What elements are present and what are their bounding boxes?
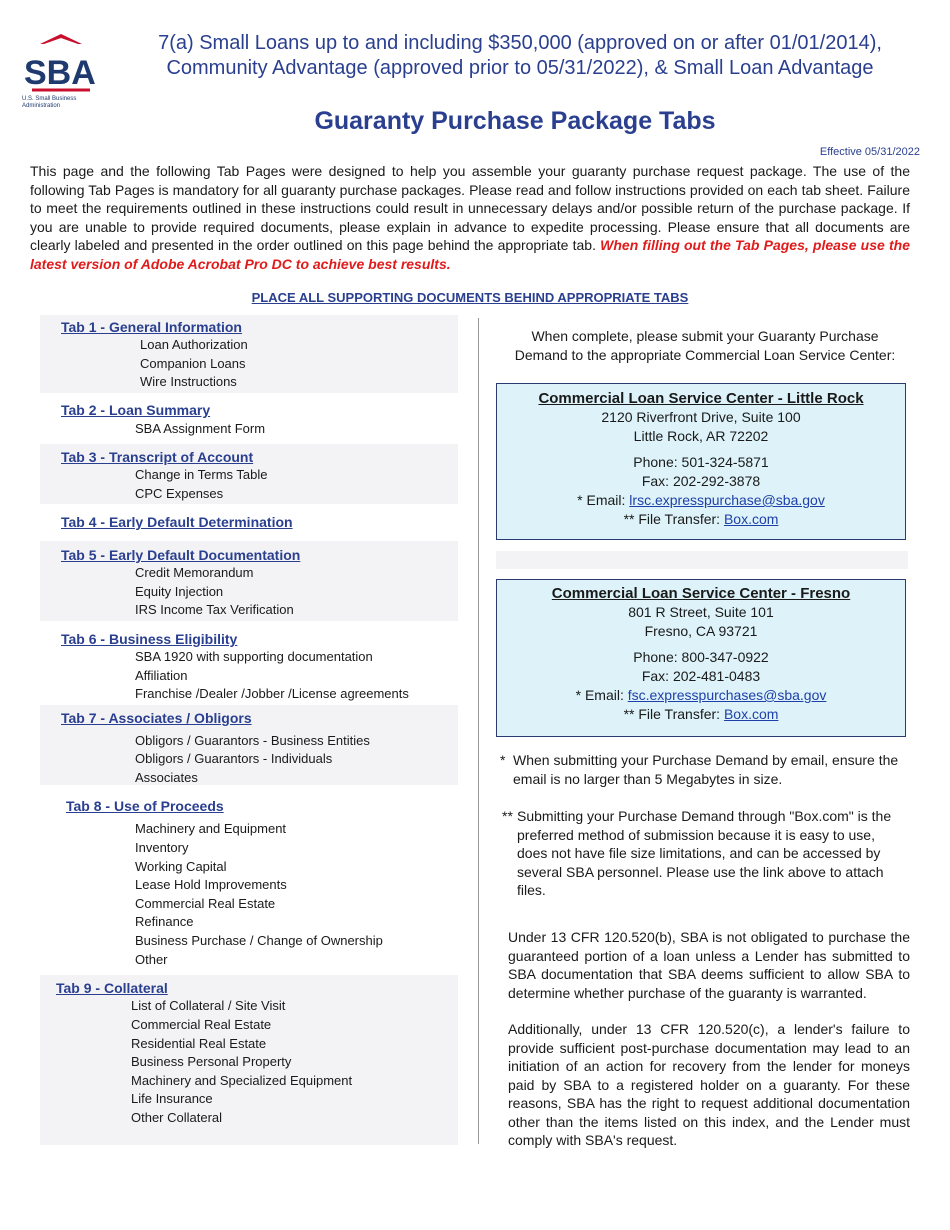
email-size-note [500,751,905,788]
intro-paragraph [30,162,910,273]
center-transfer-row [497,705,905,724]
center-fax: Fax: 202-481-0483 [641,668,761,684]
center-name: Commercial Loan Service Center - Fresno [551,585,851,602]
tab-8-item: Machinery and Equipment [135,821,287,836]
box-link[interactable]: Box.com [723,706,779,722]
sba-logo-letters: SBA [24,54,96,92]
tab-6-link[interactable]: Tab 6 - Business Eligibility [61,631,238,647]
tab-8-item: Lease Hold Improvements [135,877,287,892]
page-title: Guaranty Purchase Package Tabs [314,107,716,135]
tab-5-item: Equity Injection [135,584,224,599]
tab-4-link[interactable]: Tab 4 - Early Default Determination [61,514,293,530]
header-line-1: 7(a) Small Loans up to and including $350,000 (approved on or after 01/01/2014), [158,32,882,54]
tab-6-item: Franchise /Dealer /Jobber /License agreements [135,686,409,701]
place-documents-heading: PLACE ALL SUPPORTING DOCUMENTS BEHIND APPROPRIATE TABS [251,290,689,305]
email-label: * Email: [577,492,630,508]
tab-9-link[interactable]: Tab 9 - Collateral [56,980,168,996]
intro-text: This page and the following Tab Pages were designed to help you assemble your guaranty purchase request package. The use of the following Tab Pages is mandatory for all guaranty purchase packages. Please read and follow instructions provided on each tab sheet. Failure to meet the requirements outlined in these instructions could result in unnecessary delays and/or possible return of the purchase package. If you are unable to provide required documents, please explain in advance to expedite processing. Please ensure that all documents are clearly labeled and presented in the order outlined on this page behind the appropriate tab. [30,163,910,253]
tab-8-link[interactable]: Tab 8 - Use of Proceeds [66,798,224,814]
center-phone: Phone: 800-347-0922 [633,649,769,665]
note-marker: * [500,752,506,768]
tab-9-item: Business Personal Property [131,1054,292,1069]
tab-8-item: Other [135,952,168,967]
box-submission-note [500,807,905,900]
tab-3-item: CPC Expenses [135,486,224,501]
legal-paragraph-1: Under 13 CFR 120.520(b), SBA is not obligated to purchase the guaranteed portion of a loan unless a Lender has submitted to SBA documentation that SBA deems sufficient to allow SBA to determine whether purchase of the guaranty is warranted. [508,929,910,1001]
tab-8-item: Working Capital [135,859,227,874]
service-center-little-rock [496,383,906,540]
section-spacer [496,551,908,569]
submit-line-2: Demand to the appropriate Commercial Loan Service Center: [514,347,896,363]
tab-9-item: Residential Real Estate [131,1036,267,1051]
tab-1-item: Companion Loans [140,356,246,371]
center-phone: Phone: 501-324-5871 [633,454,769,470]
legal-paragraph-2: Additionally, under 13 CFR 120.520(c), a lender's failure to provide sufficient post-purchase documentation may lead to an initiation of an action for recovery from the lender for moneys paid by SBA to a registered holder on a guaranty. For these reasons, SBA has the right to request additional documentation other than the items listed on this index, and the Lender must comply with SBA's request. [508,1021,910,1148]
transfer-label: ** File Transfer: [623,511,724,527]
tab-9-item: Commercial Real Estate [131,1017,272,1032]
email-link[interactable]: lrsc.expresspurchase@sba.gov [629,492,825,508]
tab-6-item: Affiliation [135,668,188,683]
tab-6-item: SBA 1920 with supporting documentation [135,649,373,664]
tab-5-item: Credit Memorandum [135,565,254,580]
effective-date: Effective 05/31/2022 [819,146,920,158]
tab-9-item: List of Collateral / Site Visit [131,998,286,1013]
transfer-label: ** File Transfer: [623,706,724,722]
tab-7-item: Obligors / Guarantors - Individuals [135,751,333,766]
email-label: * Email: [575,687,628,703]
tab-8-item: Inventory [135,840,189,855]
tab-3-link[interactable]: Tab 3 - Transcript of Account [61,449,254,465]
center-transfer-row [497,510,905,529]
center-address-2: Fresno, CA 93721 [644,623,758,639]
tab-9-item: Life Insurance [131,1091,213,1106]
box-link[interactable]: Box.com [723,511,779,527]
email-link[interactable]: fsc.expresspurchases@sba.gov [627,687,827,703]
tab-8-item: Refinance [135,914,194,929]
tab-1-item: Wire Instructions [140,374,237,389]
tab-5-link[interactable]: Tab 5 - Early Default Documentation [61,547,301,563]
submit-line-1: When complete, please submit your Guaranty Purchase [531,328,879,344]
logo-subtitle: U.S. Small Business Administration [22,96,77,109]
center-email-row [497,686,905,705]
tab-1-item: Loan Authorization [140,337,248,352]
center-email-row [497,491,905,510]
tab-7-link[interactable]: Tab 7 - Associates / Obligors [61,710,252,726]
tab-9-item: Machinery and Specialized Equipment [131,1073,353,1088]
note-marker: ** [502,808,513,824]
tab-3-item: Change in Terms Table [135,467,268,482]
note-text: Submitting your Purchase Demand through "Box.com" is the preferred method of submission because it is easy to use, does not have file size limitations, and can be accessed by several SBA personnel. Please use the link above to attach files. [517,808,892,898]
tab-9-item: Other Collateral [131,1110,223,1125]
logo-roof-shape [40,34,82,44]
tab-2-item: SBA Assignment Form [135,421,266,436]
intro-red-note: When filling out the Tab Pages, please use the latest version of Adobe Acrobat Pro DC to achieve best results. [30,237,910,272]
note-text: When submitting your Purchase Demand by email, ensure the email is no larger than 5 Megabytes in size. [513,752,899,787]
tab-7-item: Associates [135,770,198,785]
center-address-2: Little Rock, AR 72202 [633,428,769,444]
tab-8-item: Business Purchase / Change of Ownership [135,933,383,948]
center-address-1: 801 R Street, Suite 101 [628,604,774,620]
submit-instructions [500,327,910,365]
tab-1-link[interactable]: Tab 1 - General Information [61,319,242,335]
header-line-2: Community Advantage (approved prior to 05/31/2022), & Small Loan Advantage [166,57,874,79]
tab-7-item: Obligors / Guarantors - Business Entities [135,733,370,748]
center-address-1: 2120 Riverfront Drive, Suite 100 [601,409,801,425]
tab-5-item: IRS Income Tax Verification [135,602,294,617]
tab-8-item: Commercial Real Estate [135,896,276,911]
service-center-fresno [496,579,906,737]
tab-2-link[interactable]: Tab 2 - Loan Summary [61,402,211,418]
center-name: Commercial Loan Service Center - Little Rock [538,390,864,407]
center-fax: Fax: 202-292-3878 [641,473,761,489]
column-divider [478,318,479,1144]
